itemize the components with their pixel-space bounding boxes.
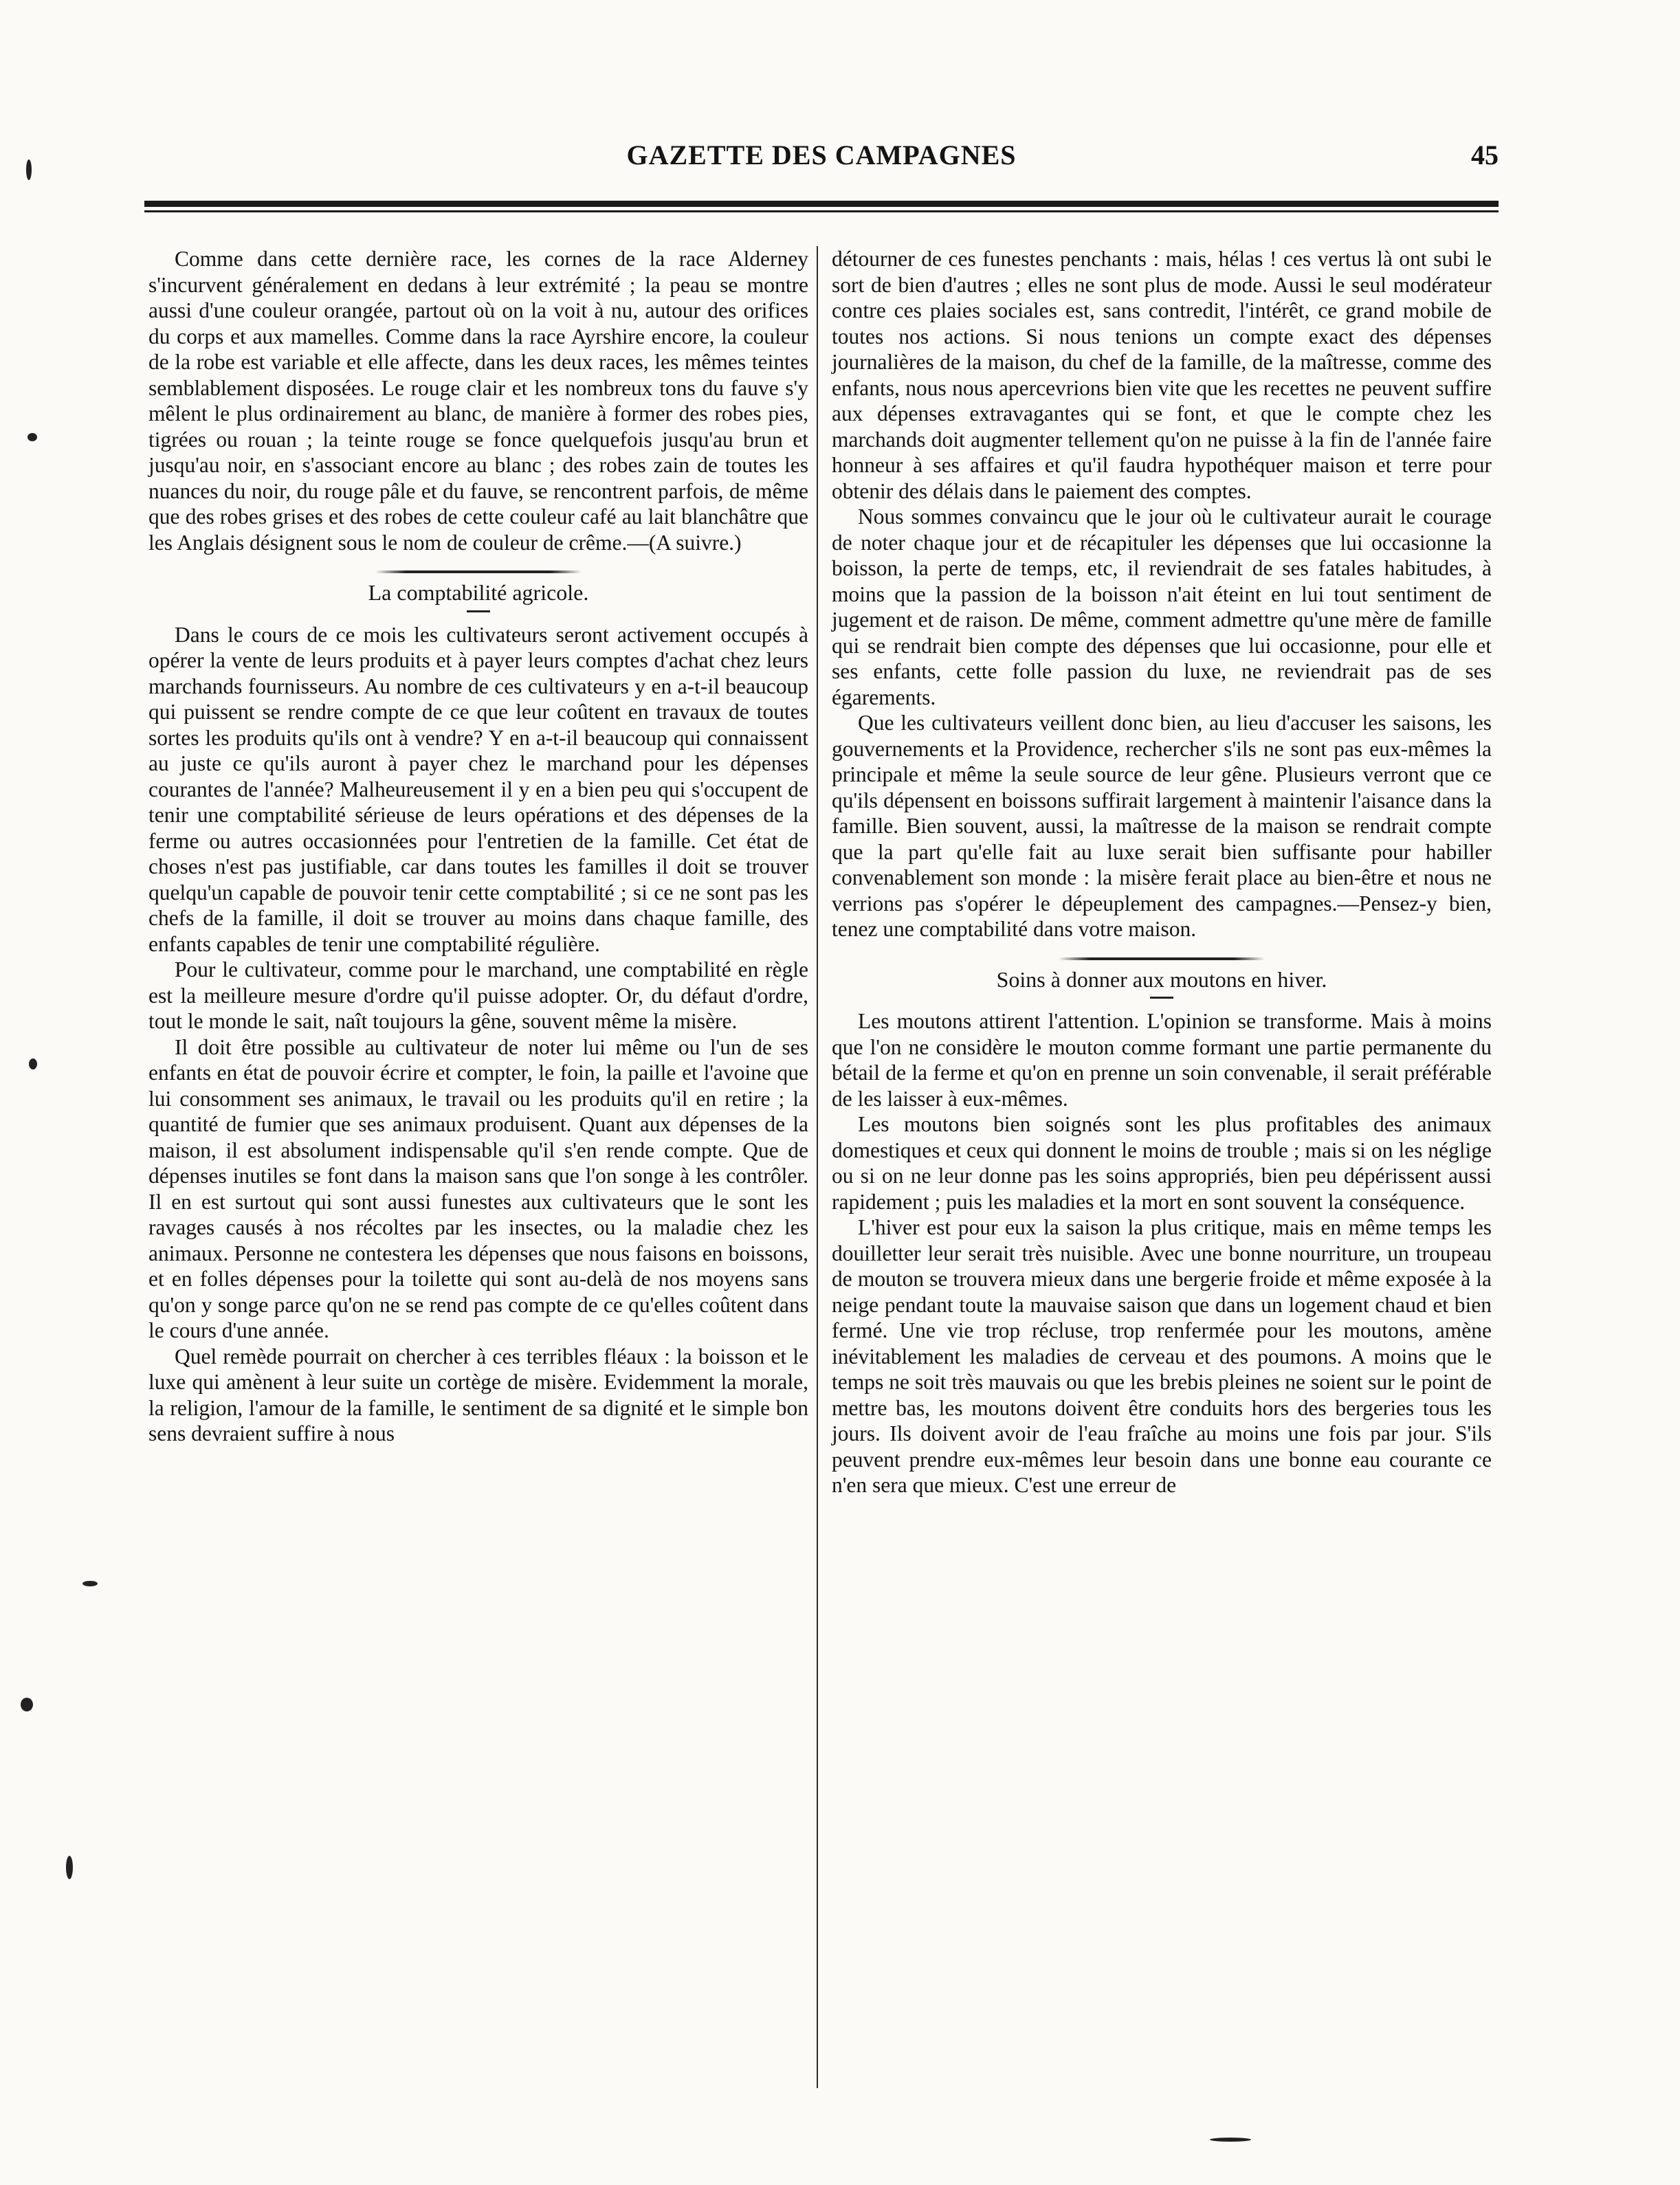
paragraph: Nous sommes convaincu que le jour où le cultivateur aurait le courage de noter chaque jour et de récapituler les dépenses que lui occasionne la boisson, la perte de temps, etc, il reviendrait de ses fatales habitudes, à moins que la passion de la boisson n'ait éteint en lui tout sentiment de jugement et de raison. De même, comment admettre qu'une mère de famille qui se rendrait bien compte des dépenses que lui occasionne, pour elle et ses enfants, cette folle passion du luxe, ne reviendrait pas de ses égarements. <box>832 504 1492 709</box>
left-column <box>148 246 808 1447</box>
paragraph: Il doit être possible au cultivateur de noter lui même ou l'un de ses enfants en état de pouvoir écrire et compter, le foin, la paille et l'avoine que lui consomment ses animaux, le travail ou les produits qu'il en retire ; la quantité de fumier que ses animaux produisent. Quant aux dépenses de la maison, il est absolument indispensable qu'il s'en rende compte. Que de dépenses inutiles se font dans la maison sans que l'on songe à les contrôler. Il en est surtout qui sont aussi funestes aux cultivateurs que le sont les ravages causés à nos récoltes par les insectes, ou la maladie chez les animaux. Personne ne contestera les dépenses que nous faisons en boissons, et en folles dépenses pour la toilette qui sont au-delà de nos moyens sans qu'on y songe parce qu'on ne se rend pas compte de ce qu'elles coûtent dans le cours d'une année. <box>148 1034 808 1342</box>
header-rule-thick <box>144 201 1499 207</box>
paragraph: Les moutons attirent l'attention. L'opinion se transforme. Mais à moins que l'on ne considère le mouton comme formant une partie permanente du bétail de la ferme et qu'on en prenne un soin convenable, il serait préférable de les laisser à eux-mêmes. <box>832 1009 1492 1111</box>
paragraph: Dans le cours de ce mois les cultivateurs seront activement occupés à opérer la vente de leurs produits et à payer leurs comptes d'achat chez leurs marchands fournisseurs. Au nombre de ces cultivateurs y en a-t-il beaucoup qui puissent se rendre compte de ce que leur coûtent en travaux de toutes sortes les produits qu'ils ont à vendre? Y en a-t-il beaucoup qui connaissent au juste ce qu'ils auront à payer chez le marchand pour les dépenses courantes de l'année? Malheureusement il y en a bien peu qui s'occupent de tenir une comptabilité sérieuse de leurs opérations et des dépenses de la ferme ou autres occasionnées pour l'entretien de la famille. Cet état de choses n'est pas justifiable, car dans toutes les familles il doit se trouver quelqu'un capable de pouvoir tenir cette comptabilité ; si ce ne sont pas les chefs de la famille, il doit se trouver au moins dans chaque famille, des enfants capables de tenir une comptabilité régulière. <box>148 622 808 956</box>
section-divider <box>375 570 582 573</box>
scan-speck <box>29 1058 37 1069</box>
heading-dash <box>467 610 490 612</box>
column-divider <box>817 246 818 2088</box>
section-heading: Soins à donner aux moutons en hiver. <box>996 966 1327 992</box>
heading-dash <box>1150 997 1173 999</box>
paragraph: Que les cultivateurs veillent donc bien, au lieu d'accuser les saisons, les gouvernements et la Providence, rechercher s'ils ne sont pas eux-mêmes la principale et même la seule source de leur gêne. Plusieurs verront que ce qu'ils dépensent en boissons suffirait largement à maintenir l'aisance dans la famille. Bien souvent, aussi, la maîtresse de la maison se rendrait compte que la part qu'elle fait au luxe serait bien suffisante pour habiller convenablement son monde : la misère ferait place au bien-être et nous ne verrions pas s'opérer le dépeuplement des campagnes.—Pensez-y bien, tenez une comptabilité dans votre maison. <box>832 711 1492 941</box>
page-number: 45 <box>1471 140 1499 170</box>
scan-speck <box>82 1581 98 1586</box>
section-heading: La comptabilité agricole. <box>368 580 589 605</box>
scan-speck <box>26 159 32 180</box>
header-rule-thin <box>144 210 1499 212</box>
page-header <box>144 135 1499 183</box>
right-column <box>832 246 1492 1498</box>
paragraph: Quel remède pourrait on chercher à ces terribles fléaux : la boisson et le luxe qui amènent à leur suite un cortège de misère. Evidemment la morale, la religion, l'amour de la famille, le sentiment de sa dignité et le simple bon sens devraient suffire à nous <box>148 1344 808 1445</box>
scan-speck <box>21 1698 33 1711</box>
paragraph: Les moutons bien soignés sont les plus profitables des animaux domestiques et ceux qui donnent le moins de trouble ; mais si on les néglige ou si on ne leur donne pas les soins appropriés, bien peu dépérissent aussi rapidement ; puis les maladies et la mort en sont souvent la conséquence. <box>832 1112 1492 1214</box>
scan-speck <box>66 1856 73 1879</box>
paragraph: Pour le cultivateur, comme pour le marchand, une comptabilité en règle est la meilleure mesure d'ordre qu'il puisse adopter. Or, du défaut d'ordre, tout le monde le sait, naît toujours la gêne, souvent même la misère. <box>148 957 808 1033</box>
scan-speck <box>27 433 37 441</box>
newspaper-title: GAZETTE DES CAMPAGNES <box>626 140 1017 170</box>
paragraph: Comme dans cette dernière race, les cornes de la race Alderney s'incurvent généralement en dedans à leur extrémité ; la peau se montre aussi d'une couleur orangée, partout où on la voit à nu, autour des orifices du corps et aux mamelles. Comme dans la race Ayrshire encore, la couleur de la robe est variable et elle affecte, dans les deux races, les mêmes teintes semblablement disposées. Le rouge clair et les nombreux tons du fauve s'y mêlent le plus ordinairement au blanc, de manière à former des robes pies, tigrées ou rouan ; la teinte rouge se fonce quelquefois jusqu'au brun et jusqu'au noir, en s'associant encore au blanc ; des robes zain de toutes les nuances du noir, du rouge pâle et du fauve, se rencontrent parfois, de même que des robes grises et des robes de cette couleur café au lait blanchâtre que les Anglais désignent sous le nom de couleur de crême.—(A suivre.) <box>148 247 808 555</box>
paragraph: détourner de ces funestes penchants : mais, hélas ! ces vertus là ont subi le sort de bien d'autres ; elles ne sont plus de mode. Aussi le seul modérateur contre ces plaies sociales est, sans contredit, l'intérêt, ce grand mobile de toutes nos actions. Si nous tenions un compte exact des dépenses journalières de la maison, du chef de la famille, de la maîtresse, comme des enfants, nous nous apercevrions bien vite que les recettes ne peuvent suffire aux dépenses extravagantes qui se font, et que le compte chez les marchands doit augmenter tellement qu'on ne puisse à la fin de l'année faire honneur à ses affaires et qu'il faudra hypothéquer maison et terre pour obtenir des délais dans le paiement des comptes. <box>832 247 1492 503</box>
paragraph: L'hiver est pour eux la saison la plus critique, mais en même temps les douilletter leur serait très nuisible. Avec une bonne nourriture, un troupeau de mouton se trouvera mieux dans une bergerie froide et même exposée à la neige pendant toute la mauvaise saison que dans un logement chaud et bien fermé. Une vie trop récluse, trop renfermée pour les moutons, amène inévitablement les maladies de cerveau et des poumons. A moins que le temps ne soit très mauvais ou que les brebis pleines ne soient sur le point de mettre bas, les moutons doivent être conduits hors des bergeries tous les jours. Ils doivent avoir de l'eau fraîche au moins une fois par jour. S'ils peuvent prendre eux-mêmes leur besoin dans une bonne eau courante ce n'en sera que mieux. C'est une erreur de <box>832 1215 1492 1497</box>
section-divider <box>1059 957 1265 960</box>
scan-speck <box>1210 2138 1251 2142</box>
